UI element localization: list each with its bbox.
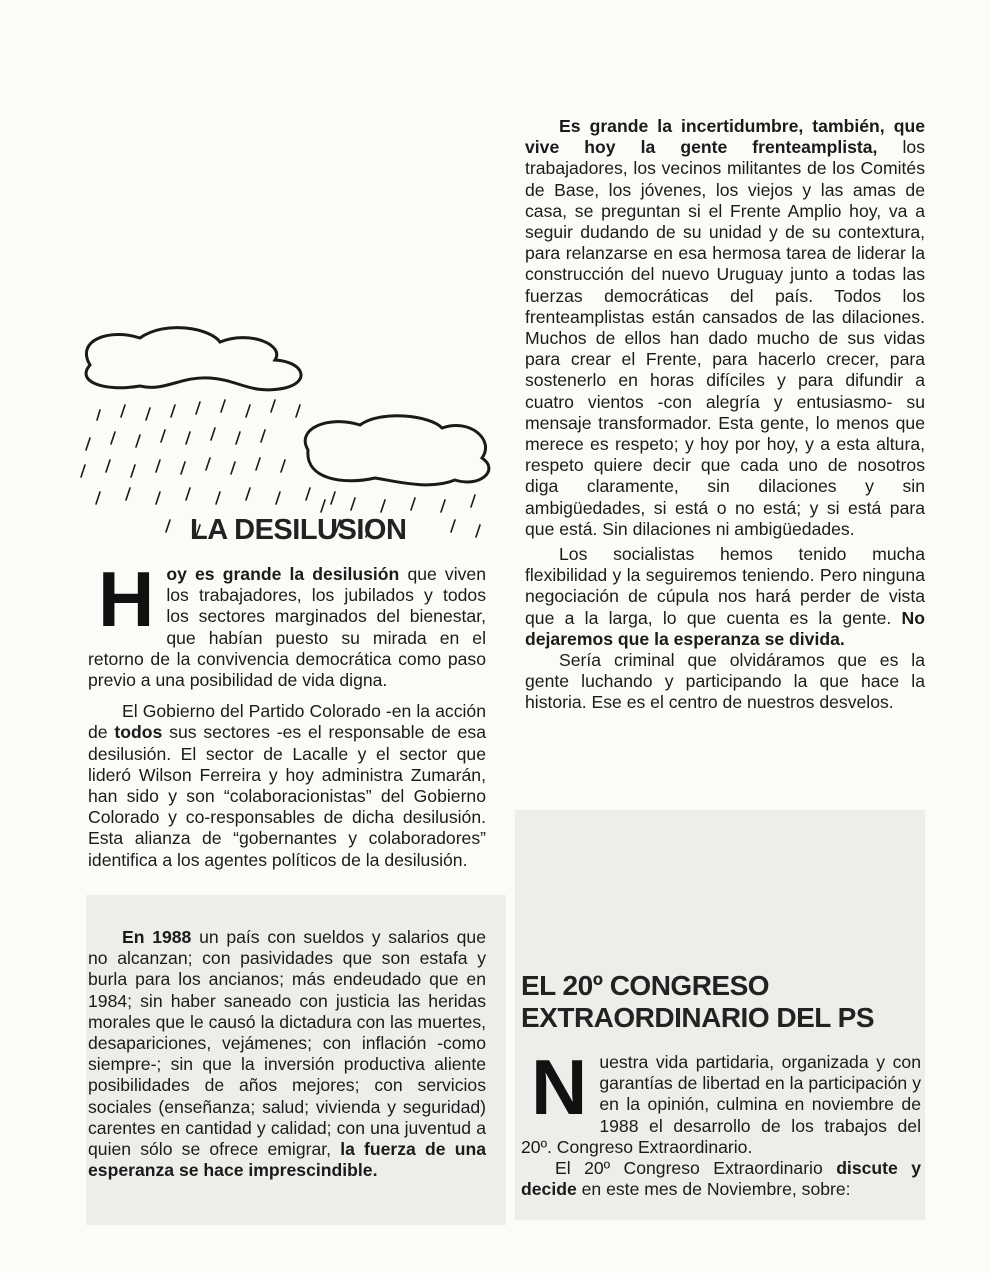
dropcap-h: H [98, 555, 155, 643]
congreso-article-body [521, 1043, 921, 1200]
right-article-body [525, 116, 925, 714]
left-p3-text: un país con sueldos y salarios que no alcanzan; con pasividades que son estafa y burla para los ancianos; más endeudado que en 1984; sin haber saneado con justicia las heridas morales que le causó la dictadura con las muertes, desapariciones, vejámenes; con inflación -como siempre-; sin que la inversión productiva aliente posibilidades de años mejores; con servicios sociales (enseñanza; salud; vivienda y seguridad) carentes en cantidad y calidad; con una juventud a quien sólo se ofrece emigrar, [88, 927, 486, 1160]
congreso-headline [521, 970, 874, 1034]
congreso-p2-bold: discute y decide [521, 1158, 921, 1200]
right-p2-text: Los socialistas hemos tenido mucha flexibilidad y la seguiremos teniendo. Pero ninguna negociación de cúpula nos hará perder de vista que a la larga, lo que cuenta es la gente. [525, 544, 925, 628]
left-p1-bold: oy es grande la desilusión [166, 564, 400, 584]
congreso-p1-text: uestra vida partidaria, organizada y con garantías de libertad en la participación y en la opinión, culmina en noviembre de 1988 el desarrollo de los trabajos del 20º. Congreso Extraordinario. [521, 1052, 921, 1157]
left-paragraph-1 [88, 555, 486, 691]
left-p2-bold: todos [114, 722, 163, 743]
congreso-headline-line-2: EXTRAORDINARIO DEL PS [521, 1002, 875, 1033]
right-paragraph-3 [525, 650, 925, 714]
right-p3-text: Sería criminal que olvidáramos que es la gente luchando y participando la que hace la historia. Ese es el centro de nuestros desvelos. [525, 650, 925, 713]
right-p1-text: los trabajadores, los vecinos militantes de los Comités de Base, los jóvenes, los viejos y las amas de casa, se preguntan si el Frente Amplio hoy, va a seguir dudando de su unidad y de su contextura, para relanzarse en esa hermosa tarea de liderar la construcción del nuevo Uruguay junto a todas las fuerzas democráticas del país. Todos los frenteamplistas están cansados de las dilaciones. Muchos de ellos han dado mucho de sus vidas para crear el Frente, para hacerlo crecer, para sostenerlo en horas difíciles y para difundir a cuatro vientos -con alegría y entusiasmo- su mensaje transformador. Esta gente, lo menos que merece es respeto; y hoy por hoy, y a esta altura, respeto quiere decir que cada uno de nosotros diga claramente, sin dilaciones y sin ambigüedades, si está o no está; y si está para que está. Sin dilaciones ni ambigüedades. [525, 137, 925, 539]
left-article-body-continued [88, 927, 486, 1181]
congreso-p2-text-a: El 20º Congreso Extraordinario [555, 1158, 837, 1179]
right-p1-bold: Es grande la incertidumbre, también, que vive hoy la gente frenteamplista, [525, 116, 925, 158]
congreso-paragraph-2 [521, 1158, 921, 1200]
left-p1-text: que viven los trabajadores, los jubilados y todos los sectores marginados del bienestar, que habían puesto su mirada en el retorno de la convivencia democrática como paso previo a una posibilidad de vida digna. [88, 564, 486, 691]
cloud-right [305, 416, 489, 485]
right-paragraph-1 [525, 116, 925, 540]
left-p2-text-b: sus sectores -es el responsable de esa desilusión. El sector de Lacalle y el sector que lideró Wilson Ferreira y hoy administra Zumarán, han sido y son “colaboracionistas” del Gobierno Colorado y co-responsables de dicha desilusión. Esta alianza de “gobernantes y colaboradores” identifica a los agentes políticos de la desilusión. [88, 722, 486, 870]
right-p2-bold: No dejaremos que la esperanza se divida. [525, 607, 925, 649]
congreso-p2-text-b: en este mes de Noviembre, sobre: [576, 1179, 851, 1200]
congreso-headline-line-1: EL 20º CONGRESO [521, 970, 770, 1001]
left-article-body [88, 555, 486, 871]
left-p3-bold: En 1988 [122, 927, 192, 947]
cloud-left [86, 328, 301, 390]
congreso-paragraph-1 [521, 1043, 921, 1158]
left-p2-text-a: El Gobierno del Partido Colorado -en la acción de [88, 701, 486, 743]
la-desilusion-headline: LA DESILUSION [190, 514, 407, 546]
left-p3-bold-end: la fuerza de una esperanza se hace imprescindible. [88, 1139, 486, 1181]
left-paragraph-2 [88, 701, 486, 871]
dropcap-n: N [531, 1043, 588, 1131]
right-paragraph-2 [525, 544, 925, 650]
left-paragraph-3 [88, 927, 486, 1181]
